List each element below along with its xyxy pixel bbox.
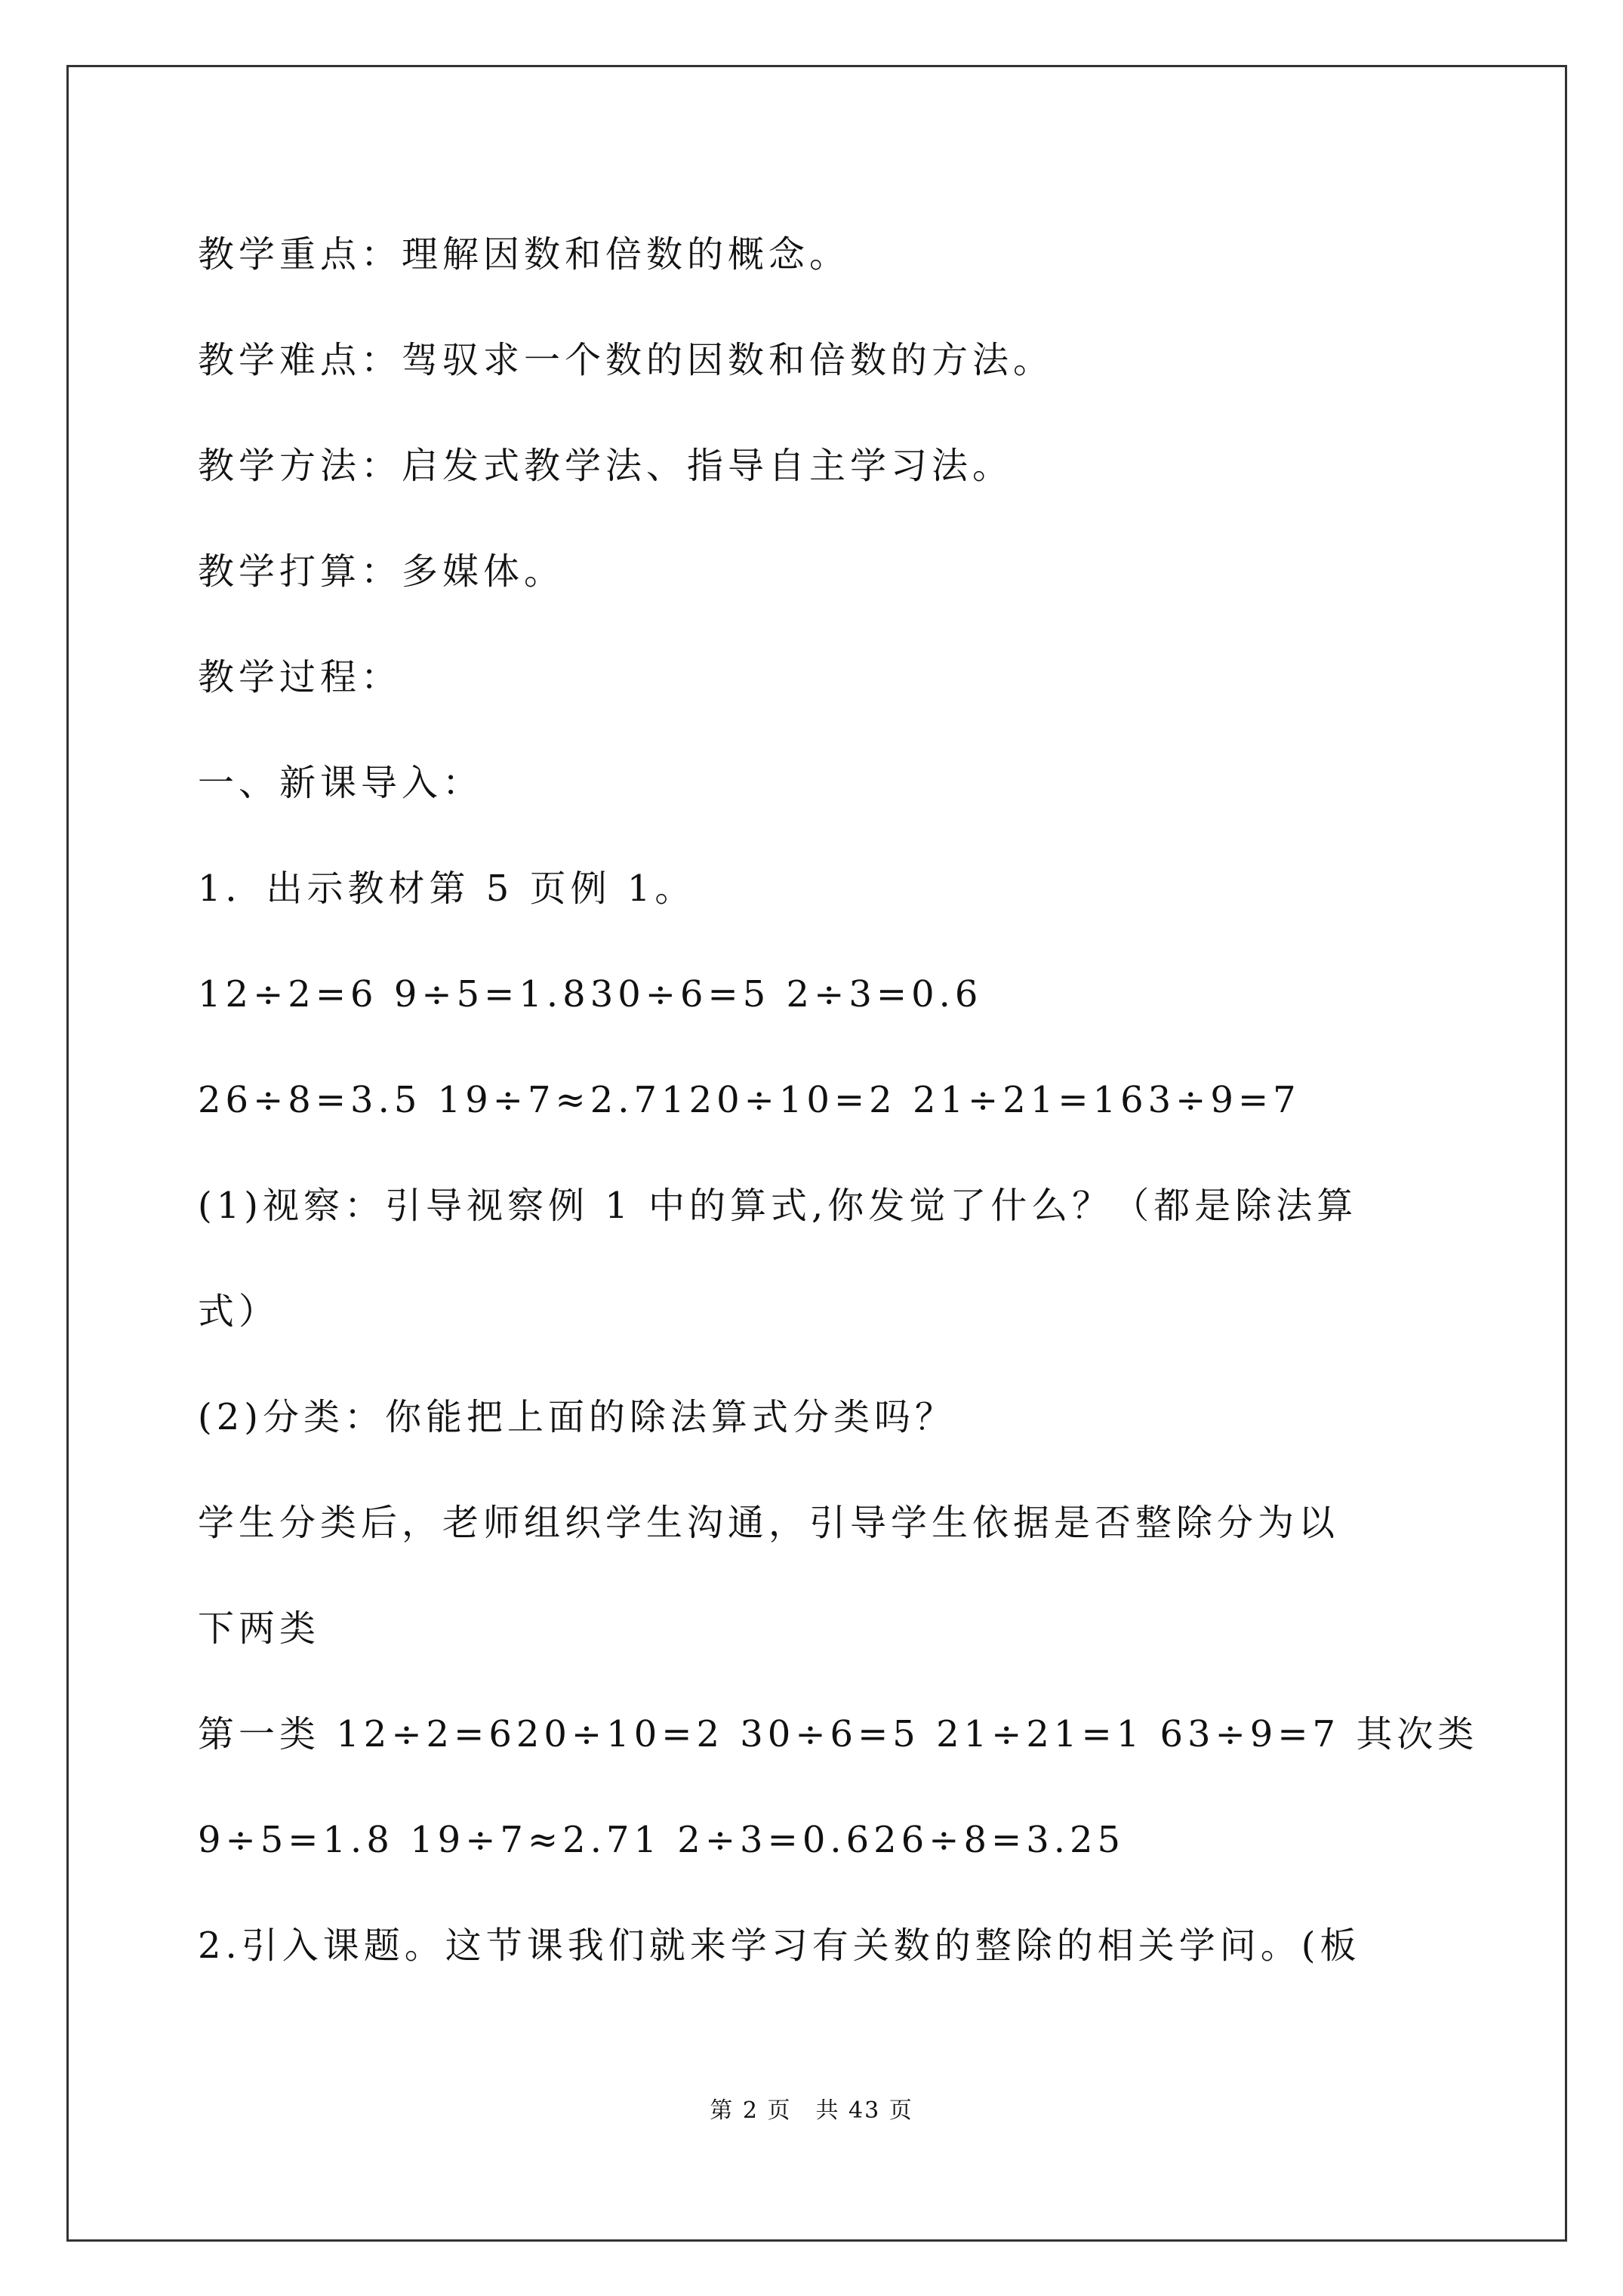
text-line-classes-continued: 9÷5=1.8 19÷7≈2.71 2÷3=0.626÷8=3.25	[198, 1819, 1126, 1861]
text-line-observe-continued: 式）	[198, 1290, 280, 1333]
page-footer: 第 2 页 共 43 页	[710, 2097, 913, 2124]
text-line-teaching-difficulty: 教学难点：驾驭求一个数的因数和倍数的方法。	[198, 339, 1055, 381]
text-line-teaching-preparation: 教学打算：多媒体。	[198, 550, 565, 593]
text-line-observe: (1)视察：引导视察例 1 中的算式,你发觉了什么？（都是除法算	[198, 1185, 1358, 1227]
text-line-teaching-focus: 教学重点：理解因数和倍数的概念。	[198, 233, 851, 276]
text-line-equations-1: 12÷2=6 9÷5=1.830÷6=5 2÷3=0.6	[198, 973, 983, 1015]
page-frame	[66, 65, 1567, 2242]
text-line-classes: 第一类 12÷2=620÷10=2 30÷6=5 21÷21=1 63÷9=7 其次类	[198, 1713, 1479, 1755]
text-line-teaching-method: 教学方法：启发式教学法、指导自主学习法。	[198, 445, 1014, 487]
text-line-example: 1．出示教材第 5 页例 1。	[198, 868, 696, 910]
text-line-teaching-process: 教学过程：	[198, 656, 402, 698]
text-line-classify: (2)分类：你能把上面的除法算式分类吗？	[198, 1396, 956, 1438]
text-line-equations-2: 26÷8=3.5 19÷7≈2.7120÷10=2 21÷21=163÷9=7	[198, 1079, 1301, 1121]
text-line-section-heading: 一、新课导入：	[198, 762, 484, 804]
text-line-students-classify: 学生分类后，老师组织学生沟通，引导学生依据是否整除分为以	[198, 1502, 1340, 1544]
text-line-introduce-topic: 2.引入课题。这节课我们就来学习有关数的整除的相关学问。(板	[198, 1925, 1361, 1967]
text-line-students-classify-continued: 下两类	[198, 1607, 321, 1650]
